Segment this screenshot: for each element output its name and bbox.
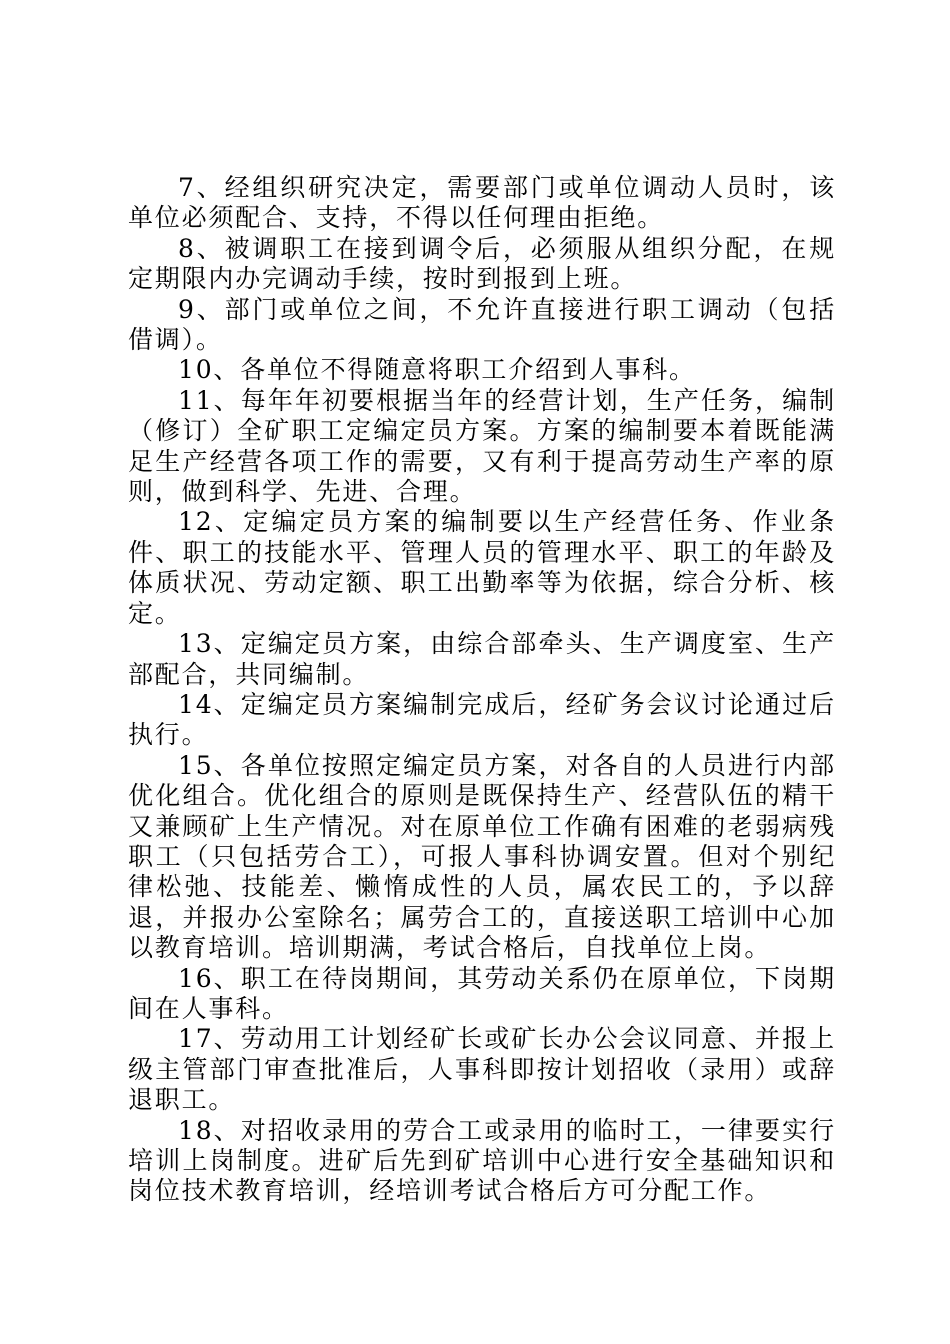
paragraph-13: 13、定编定员方案，由综合部牵头、生产调度室、生产部配合，共同编制。 (128, 629, 836, 689)
paragraph-12: 12、定编定员方案的编制要以生产经营任务、作业条件、职工的技能水平、管理人员的管理水平、职工的年龄及体质状况、劳动定额、职工出勤率等为依据，综合分析、核定。 (128, 507, 836, 628)
paragraph-11: 11、每年年初要根据当年的经营计划，生产任务，编制（修订）全矿职工定编定员方案。方案的编制要本着既能满足生产经营各项工作的需要，又有利于提高劳动生产率的原则，做到科学、先进、合理。 (128, 385, 836, 507)
paragraph-16: 16、职工在待岗期间，其劳动关系仍在原单位，下岗期间在人事科。 (128, 963, 836, 1023)
paragraph-18: 18、对招收录用的劳合工或录用的临时工，一律要实行培训上岗制度。进矿后先到矿培训中心进行安全基础知识和岗位技术教育培训，经培训考试合格后方可分配工作。 (128, 1115, 836, 1206)
document-body (128, 173, 836, 1207)
paragraph-14: 14、定编定员方案编制完成后，经矿务会议讨论通过后执行。 (128, 689, 836, 750)
paragraph-7: 7、经组织研究决定，需要部门或单位调动人员时，该单位必须配合、支持，不得以任何理由拒绝。 (128, 173, 836, 233)
paragraph-15: 15、各单位按照定编定员方案，对各自的人员进行内部优化组合。优化组合的原则是既保持生产、经营队伍的精干又兼顾矿上生产情况。对在原单位工作确有困难的老弱病残职工（只包括劳合工），可报人事科协调安置。但对个别纪律松弛、技能差、懒惰成性的人员，属农民工的，予以辞退，并报办公室除名；属劳合工的，直接送职工培训中心加以教育培训。培训期满，考试合格后，自找单位上岗。 (128, 750, 836, 963)
paragraph-9: 9、部门或单位之间，不允许直接进行职工调动（包括借调）。 (128, 294, 836, 355)
paragraph-17: 17、劳动用工计划经矿长或矿长办公会议同意、并报上级主管部门审查批准后，人事科即按计划招收（录用）或辞退职工。 (128, 1024, 836, 1115)
paragraph-10: 10、各单位不得随意将职工介绍到人事科。 (178, 355, 696, 385)
paragraph-8: 8、被调职工在接到调令后，必须服从组织分配，在规定期限内办完调动手续，按时到报到上班。 (128, 233, 836, 294)
